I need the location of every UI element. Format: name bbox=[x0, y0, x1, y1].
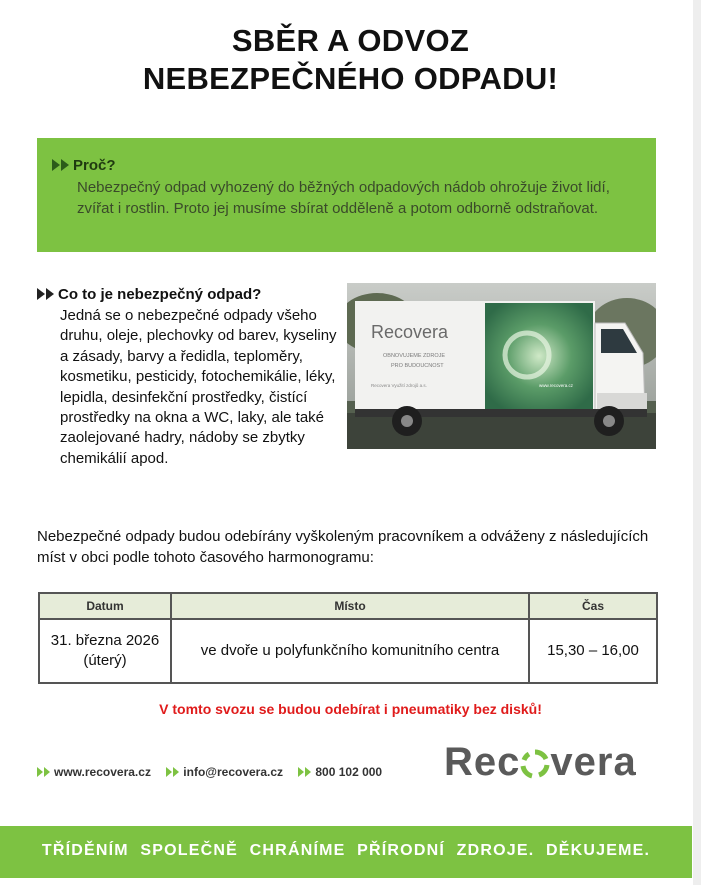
recovera-logo bbox=[444, 740, 637, 785]
double-arrow-icon bbox=[37, 286, 55, 303]
truck-web: www.recovera.cz bbox=[539, 383, 574, 388]
why-heading bbox=[52, 157, 116, 174]
why-heading-text: Proč? bbox=[73, 157, 116, 174]
double-arrow-icon bbox=[52, 157, 70, 174]
double-arrow-icon bbox=[166, 765, 180, 779]
cell-time: 15,30 – 16,00 bbox=[529, 619, 657, 683]
schedule-table bbox=[38, 592, 658, 684]
cell-date: 31. března 2026 (úterý) bbox=[39, 619, 171, 683]
header-date: Datum bbox=[39, 593, 171, 619]
footer-phone-item bbox=[298, 765, 382, 779]
truck-brand: Recovera bbox=[371, 322, 449, 342]
footer-contacts bbox=[37, 765, 394, 779]
truck-photo bbox=[347, 283, 656, 449]
tire-notice: V tomto svozu se budou odebírat i pneumatiky bez disků! bbox=[159, 701, 542, 717]
what-heading bbox=[37, 286, 261, 303]
footer-email-link[interactable]: info@recovera.cz bbox=[183, 765, 284, 779]
header-time: Čas bbox=[529, 593, 657, 619]
table-row bbox=[39, 619, 657, 683]
what-heading-text: Co to je nebezpečný odpad? bbox=[58, 286, 262, 303]
truck-slogan-1: OBNOVUJEME ZDROJE bbox=[383, 353, 446, 359]
page-edge bbox=[693, 0, 701, 885]
title-line-1: SBĚR A ODVOZ bbox=[231, 23, 470, 58]
logo-text-end: vera bbox=[550, 740, 637, 784]
intro-text: Nebezpečné odpady budou odebírány vyškoleným pracovníkem a odváženy z následujících míst v obci podle tohoto časového harmonogramu: bbox=[37, 528, 649, 566]
truck-tagline: Recovera Využití zdrojů a.s. bbox=[371, 383, 427, 388]
logo-text-start: Rec bbox=[444, 740, 521, 784]
double-arrow-icon bbox=[298, 765, 312, 779]
what-text: Jedná se o nebezpečné odpady všeho druhu, oleje, plechovky od barev, kyseliny a zásady, barvy a ředidla, teploměry, kosmetiku, pesticidy, fotochemikálie, léky, lepidla, desinfekční prostředky, čistící prostředky na okna a WC, laky, ale také zaolejované hadry, nádoby se zbytky chemikálií apod. bbox=[60, 307, 337, 467]
header-place: Místo bbox=[171, 593, 529, 619]
footer-web-link[interactable]: www.recovera.cz bbox=[54, 765, 151, 779]
title-line-2: NEBEZPEČNÉHO ODPADU! bbox=[142, 61, 559, 96]
cell-place: ve dvoře u polyfunkčního komunitního centra bbox=[171, 619, 529, 683]
recycle-o-icon bbox=[520, 749, 550, 779]
why-text: Nebezpečný odpad vyhozený do běžných odpadových nádob ohrožuje život lidí, zvířat i rostlin. Proto jej musíme sbírat odděleně a potom odborně odstraňovat. bbox=[77, 179, 610, 217]
footer-phone: 800 102 000 bbox=[315, 765, 383, 779]
page-title bbox=[0, 22, 701, 98]
footer-email-item bbox=[166, 765, 283, 779]
truck-slogan-2: PRO BUDOUCNOST bbox=[391, 363, 444, 369]
bottom-banner-text: TŘÍDĚNÍM SPOLEČNĚ CHRÁNÍME PŘÍRODNÍ ZDROJE. DĚKUJEME. bbox=[41, 842, 651, 859]
footer-web-item bbox=[37, 765, 151, 779]
double-arrow-icon bbox=[37, 765, 51, 779]
